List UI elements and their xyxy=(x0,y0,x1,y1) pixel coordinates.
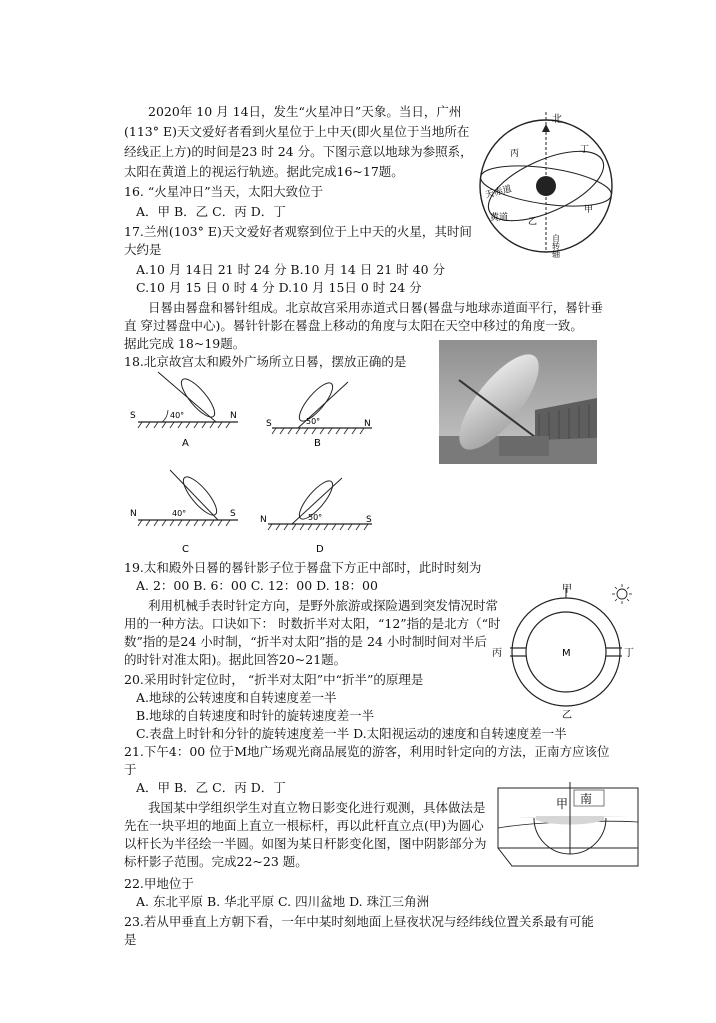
intro3-line-3: 数”指的是24 小时制，“折半对太阳”指的是 24 小时制时间对半后 xyxy=(124,634,487,649)
intro-line-3: 经线正上方)的时间是23 时 24 分。下图示意以地球为参照系， xyxy=(124,144,473,159)
intro4-line-1: 我国某中学组织学生对直立物日影变化进行观测，具体做法是 xyxy=(148,800,486,815)
q17-stem-2: 大约是 xyxy=(124,242,162,257)
intro-line-2: (113° E)天文爱好者看到火星位于上中天(即火星位于当地所在 xyxy=(124,124,470,139)
q23-stem-1: 23.若从甲垂直上方朝下看，一年中某时刻地面上昼夜状况与经纬线位置关系最有可能 xyxy=(124,914,594,929)
rotation-axis-label: 自转轴 xyxy=(551,234,561,258)
q21-options: A．甲 B．乙 C．丙 D．丁 xyxy=(136,780,286,795)
svg-text:50°: 50° xyxy=(308,513,323,522)
bing-label: 丙 xyxy=(510,149,520,159)
yi-label: 乙 xyxy=(562,710,572,721)
q20-option-a: A.地球的公转速度和自转速度差一半 xyxy=(136,690,337,705)
pole-shadow-figure xyxy=(492,782,642,872)
jia-label: 甲 xyxy=(562,584,572,595)
intro3-line-2: 用的一种方法。口诀如下： 时数折半对太阳，“12”指的是北方（“时 xyxy=(124,616,501,631)
svg-text:N: N xyxy=(260,515,267,525)
svg-text:S: S xyxy=(230,509,236,519)
celestial-sphere-figure xyxy=(470,102,622,262)
option-b-label: B xyxy=(314,438,321,448)
q17-stem-1: 17.兰州(103° E)天文爱好者观察到位于上中天的火星，其时间 xyxy=(124,224,472,239)
sundial-option-b xyxy=(262,368,382,448)
q20-option-b: B.地球的自转速度和时针的旋转速度差一半 xyxy=(136,708,375,723)
north-label: 北 xyxy=(552,114,562,125)
sundial-option-a xyxy=(118,368,248,448)
q22-options: A. 东北平原 B. 华北平原 C. 四川盆地 D. 珠江三角洲 xyxy=(136,894,430,909)
q17-option-cd: C.10 月 15 日 0 时 4 分 D.10 月 15日 0 时 24 分 xyxy=(136,280,422,295)
q20-option-cd: C.表盘上时针和分针的旋转速度差一半 D.太阳视运动的速度和自转速度差一半 xyxy=(136,726,567,741)
yi-label: 乙 xyxy=(528,217,538,227)
q19-options: A. 2：00 B. 6：00 C. 12：00 D. 18：00 xyxy=(136,578,378,593)
intro2-line-1: 日晷由晷盘和晷针组成。北京故宫采用赤道式日晷(晷盘与地球赤道面平行，晷针垂 xyxy=(148,300,603,315)
sundial-option-d xyxy=(258,470,382,560)
sundial-option-c xyxy=(124,466,244,560)
option-c-label: C xyxy=(182,544,189,555)
intro4-line-3: 以杆长为半径绘一半圆。如图为某日杆影变化图，图中阴影部分为 xyxy=(124,836,487,851)
svg-text:S: S xyxy=(266,419,272,429)
svg-text:N: N xyxy=(230,411,237,421)
m-label: M xyxy=(562,648,571,659)
intro-line-4: 太阳在黄道上的视运行轨迹。据此完成16~17题。 xyxy=(124,164,404,179)
q23-stem-2: 是 xyxy=(124,932,137,947)
intro2-line-2: 直 穿过晷盘中心)。晷针针影在晷盘上移动的角度与太阳在天空中移过的角度一致。 xyxy=(124,318,583,333)
intro2-line-3: 据此完成 18~19题。 xyxy=(124,336,246,351)
south-label: 南 xyxy=(580,792,593,806)
q16-stem: 16. “火星冲日”当天，太阳大致位于 xyxy=(124,184,324,199)
q16-options: A．甲 B．乙 C．丙 D．丁 xyxy=(136,204,286,219)
svg-text:N: N xyxy=(364,419,371,429)
ecliptic-label: 黄道 xyxy=(490,213,509,223)
intro4-line-4: 标杆影子范围。完成22~23 题。 xyxy=(124,854,308,869)
ding-label: 丁 xyxy=(624,648,634,659)
q18-stem: 18.北京故宫太和殿外广场所立日晷，摆放正确的是 xyxy=(124,354,407,369)
svg-text:S: S xyxy=(366,515,372,525)
bing-label: 丙 xyxy=(492,648,502,659)
q21-stem-2: 于 xyxy=(124,762,137,777)
ding-label: 丁 xyxy=(580,145,590,155)
intro-line-1: 2020年 10 月 14日，发生“火星冲日”天象。当日，广州 xyxy=(148,104,462,119)
q21-stem-1: 21.下午4：00 位于M地广场观光商品展览的游客，利用时针定向的方法，正南方应该位 xyxy=(124,744,610,759)
q22-stem: 22.甲地位于 xyxy=(124,876,194,891)
q20-stem: 20.采用时针定位时， “折半对太阳”中“折半”的原理是 xyxy=(124,672,424,687)
intro3-line-1: 利用机械手表时针定方向，是野外旅游或探险遇到突发情况时常 xyxy=(148,598,499,613)
jia-label: 甲 xyxy=(584,205,594,215)
jia-label: 甲 xyxy=(556,797,569,811)
svg-text:N: N xyxy=(130,509,137,519)
celestial-equator-label: 天赤道 xyxy=(484,184,513,201)
sundial-photo xyxy=(439,340,597,464)
intro3-line-4: 的时针对准太阳)。据此回答20~21题。 xyxy=(124,652,347,667)
svg-text:40°: 40° xyxy=(170,411,185,420)
svg-text:S: S xyxy=(130,411,136,421)
svg-text:50°: 50° xyxy=(306,417,321,426)
watch-direction-figure xyxy=(490,582,640,722)
sun-icon xyxy=(612,584,632,604)
option-d-label: D xyxy=(316,544,324,555)
svg-text:40°: 40° xyxy=(172,509,187,518)
q19-stem: 19.太和殿外日晷的晷针影子位于晷盘下方正中部时，此时时刻为 xyxy=(124,560,482,575)
intro4-line-2: 先在一块平坦的地面上直立一根标杆，再以此杆直立点(甲)为圆心 xyxy=(124,818,484,833)
q17-option-ab: A.10 月 14日 21 时 24 分 B.10 月 14 日 21 时 40 分 xyxy=(136,262,446,277)
option-a-label: A xyxy=(182,438,189,448)
